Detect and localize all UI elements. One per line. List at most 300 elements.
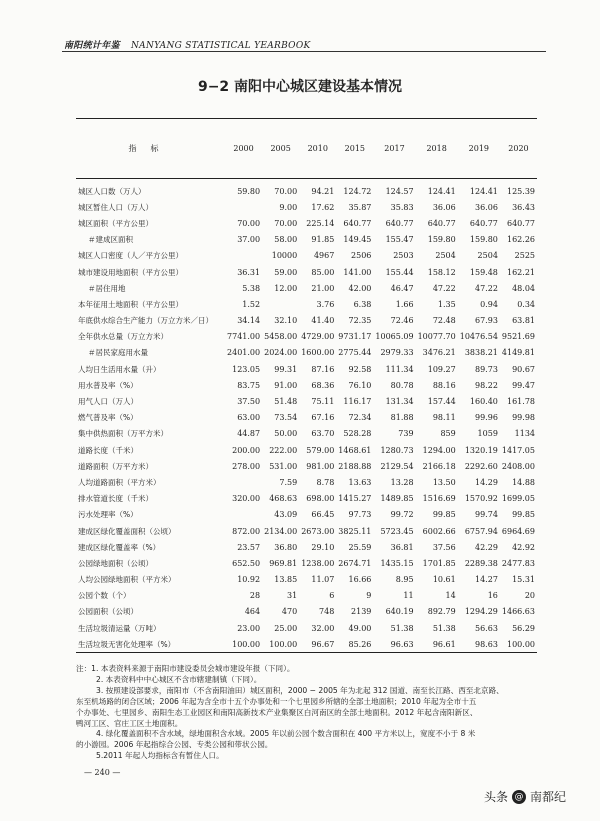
table-cell: 58.00 bbox=[274, 235, 298, 245]
table-cell: 531.00 bbox=[269, 461, 298, 471]
table-cell: 1435.15 bbox=[380, 558, 414, 568]
table-cell: 56.29 bbox=[512, 623, 535, 633]
table-cell: 99.31 bbox=[274, 364, 298, 374]
table-cell: 698.00 bbox=[306, 494, 335, 504]
table-cell: 16.66 bbox=[348, 575, 372, 585]
table-cell: 2477.83 bbox=[501, 558, 535, 568]
table-cell: 225.14 bbox=[306, 218, 335, 228]
row-label: 集中供热面积（万平方米） bbox=[78, 429, 168, 439]
row-label: 年底供水综合生产能力（万立方米／日） bbox=[78, 316, 213, 326]
table-row bbox=[76, 264, 537, 280]
row-label: 用水普及率（%） bbox=[78, 380, 138, 390]
table-cell: 11.07 bbox=[311, 575, 335, 585]
table-cell: 159.80 bbox=[427, 235, 456, 245]
table-row bbox=[76, 296, 537, 312]
table-cell: 1417.05 bbox=[501, 445, 535, 455]
row-label: 全年供水总量（万立方米） bbox=[78, 332, 168, 342]
table-cell: 91.85 bbox=[311, 235, 335, 245]
table-cell: 149.45 bbox=[343, 235, 372, 245]
row-label: 公园绿地面积（公顷） bbox=[78, 558, 153, 568]
table-cell: 9.00 bbox=[279, 202, 298, 212]
table-cell: 159.48 bbox=[469, 267, 498, 277]
page-title: 9−2 南阳中心城区建设基本情况 bbox=[197, 79, 403, 95]
table-cell: 99.85 bbox=[432, 510, 456, 520]
table-row bbox=[76, 329, 537, 345]
table-cell: 32.10 bbox=[274, 316, 298, 326]
table-cell: 131.34 bbox=[385, 397, 414, 407]
table-row bbox=[76, 345, 537, 361]
table-cell: 72.34 bbox=[348, 413, 372, 423]
table-cell: 10476.54 bbox=[459, 332, 498, 342]
table-row bbox=[76, 604, 537, 620]
table-cell: 0.34 bbox=[517, 299, 535, 309]
table-cell: 158.12 bbox=[427, 267, 456, 277]
footnotes bbox=[76, 664, 540, 762]
table-cell: 68.36 bbox=[311, 380, 335, 390]
table-cell: 6.38 bbox=[353, 299, 372, 309]
table-cell: 2674.71 bbox=[338, 558, 372, 568]
table-cell: 16 bbox=[487, 591, 498, 601]
table-cell: 47.22 bbox=[432, 283, 456, 293]
table-cell: 36.06 bbox=[475, 202, 498, 212]
table-cell: 155.47 bbox=[385, 235, 414, 245]
table-cell: 51.38 bbox=[390, 623, 414, 633]
table-cell: 10.92 bbox=[237, 575, 261, 585]
table-row bbox=[76, 232, 537, 248]
table-row bbox=[76, 313, 537, 329]
table-cell: 1699.05 bbox=[501, 494, 535, 504]
table-cell: 72.48 bbox=[432, 316, 456, 326]
table-cell: 2504 bbox=[477, 251, 498, 261]
table-cell: 2292.60 bbox=[464, 461, 498, 471]
table-cell: 100.00 bbox=[500, 636, 537, 653]
row-label: 人均道路面积（平方米） bbox=[78, 477, 161, 487]
table-cell: 85.26 bbox=[336, 636, 373, 653]
table-row bbox=[76, 620, 537, 636]
table-row bbox=[76, 280, 537, 296]
table-cell: 67.16 bbox=[311, 413, 335, 423]
table-cell: 1468.61 bbox=[338, 445, 372, 455]
table-cell: 1600.00 bbox=[301, 348, 335, 358]
year-header: 2018 bbox=[416, 119, 458, 179]
table-cell: 47.22 bbox=[475, 283, 498, 293]
table-cell: 35.87 bbox=[348, 202, 372, 212]
table-cell: 32.00 bbox=[311, 623, 335, 633]
table-cell: 72.35 bbox=[348, 316, 372, 326]
table-cell: 116.17 bbox=[343, 397, 372, 407]
table-cell: 66.45 bbox=[311, 510, 335, 520]
table-cell: 1320.19 bbox=[464, 445, 498, 455]
table-cell: 141.00 bbox=[343, 267, 372, 277]
table-cell: 124.57 bbox=[385, 186, 414, 196]
table-cell: 2504 bbox=[435, 251, 456, 261]
table-cell: 0.94 bbox=[480, 299, 498, 309]
table-cell: 1516.69 bbox=[422, 494, 456, 504]
table-row bbox=[76, 491, 537, 507]
table-cell: 70.00 bbox=[274, 186, 298, 196]
table-cell: 4729.00 bbox=[301, 332, 335, 342]
table-cell: 5723.45 bbox=[380, 526, 414, 536]
table-cell: 1.35 bbox=[437, 299, 456, 309]
table-cell: 23.00 bbox=[237, 623, 261, 633]
year-header: 2010 bbox=[299, 119, 336, 179]
table-cell: 640.77 bbox=[469, 218, 498, 228]
table-cell: 90.67 bbox=[512, 364, 535, 374]
table-cell: 96.67 bbox=[299, 636, 336, 653]
table-cell: 739 bbox=[398, 429, 414, 439]
table-cell: 42.00 bbox=[348, 283, 372, 293]
table-row bbox=[76, 474, 537, 490]
table-cell: 1294.00 bbox=[422, 445, 456, 455]
table-cell: 56.63 bbox=[475, 623, 498, 633]
table-cell: 1489.85 bbox=[380, 494, 414, 504]
row-label: 人均公园绿地面积（平方米） bbox=[78, 575, 176, 585]
row-label: 城市建设用地面积（平方公里） bbox=[78, 267, 183, 277]
table-cell: 6002.66 bbox=[422, 526, 456, 536]
table-cell: 23.57 bbox=[237, 542, 261, 552]
table-cell: 80.78 bbox=[390, 380, 414, 390]
table-cell: 2166.18 bbox=[422, 461, 456, 471]
table-row bbox=[76, 199, 537, 215]
table-cell: 13.63 bbox=[348, 477, 372, 487]
table-cell: 109.27 bbox=[427, 364, 456, 374]
table-cell: 42.92 bbox=[512, 542, 535, 552]
row-label: 污水处理率（%） bbox=[78, 510, 138, 520]
table-cell: 7741.00 bbox=[227, 332, 261, 342]
table-row bbox=[76, 361, 537, 377]
table-cell: 160.40 bbox=[469, 397, 498, 407]
table-cell: 2289.38 bbox=[464, 558, 498, 568]
table-cell: 76.10 bbox=[348, 380, 372, 390]
row-label: 道路面积（万平方米） bbox=[78, 461, 153, 471]
year-header: 2015 bbox=[336, 119, 373, 179]
table-cell: 159.80 bbox=[469, 235, 498, 245]
table-cell: 13.85 bbox=[274, 575, 298, 585]
table-cell: 51.38 bbox=[432, 623, 456, 633]
table-cell: 3825.11 bbox=[338, 526, 372, 536]
table-cell: 72.46 bbox=[390, 316, 414, 326]
footnote-line: 4. 绿化覆盖面积不含水域，绿地面积含水域。2005 年以前公园个数含面积在 400 平方米以上，宽度不小于 8 米 bbox=[96, 729, 476, 739]
table-row bbox=[76, 555, 537, 571]
table-row bbox=[76, 636, 537, 653]
table-cell: 6757.94 bbox=[464, 526, 498, 536]
running-head bbox=[64, 38, 311, 51]
table-row bbox=[76, 507, 537, 523]
table-cell: 640.77 bbox=[427, 218, 456, 228]
table-cell: 59.80 bbox=[237, 186, 261, 196]
row-label: 排水管道长度（千米） bbox=[78, 494, 153, 504]
table-cell: 969.81 bbox=[269, 558, 298, 568]
table-cell: 15.31 bbox=[512, 575, 535, 585]
footnote-line: 2. 本表资料中中心城区不含市辖建制镇（下同）。 bbox=[96, 674, 262, 684]
table-cell: 5458.00 bbox=[264, 332, 298, 342]
header-rule bbox=[62, 51, 546, 52]
year-header: 2017 bbox=[373, 119, 415, 179]
table-cell: 579.00 bbox=[306, 445, 335, 455]
table-cell: 6 bbox=[329, 591, 335, 601]
table-cell: 3.76 bbox=[316, 299, 335, 309]
table-cell: 2775.44 bbox=[338, 348, 372, 358]
table-cell: 222.00 bbox=[269, 445, 298, 455]
table-cell: 21.00 bbox=[311, 283, 335, 293]
table-cell: 37.56 bbox=[432, 542, 456, 552]
table-cell: 37.50 bbox=[237, 397, 261, 407]
table-cell: 13.50 bbox=[432, 477, 456, 487]
row-label: 城区人口数（万人） bbox=[78, 186, 146, 196]
table-cell: 70.00 bbox=[274, 218, 298, 228]
watermark bbox=[484, 788, 566, 805]
table-row bbox=[76, 572, 537, 588]
table-cell: 99.47 bbox=[512, 380, 535, 390]
table-cell: 99.98 bbox=[512, 413, 535, 423]
table-row bbox=[76, 215, 537, 231]
table-body bbox=[76, 179, 537, 653]
table-cell: 8.78 bbox=[316, 477, 335, 487]
table-cell: 640.77 bbox=[343, 218, 372, 228]
table-cell: 36.43 bbox=[512, 202, 535, 212]
table-cell: 37.00 bbox=[237, 235, 261, 245]
table-cell: 123.05 bbox=[232, 364, 261, 374]
footnote-line: 3. 按照建设部要求，南阳市（不含南阳油田）城区面积，2000 − 2005 年为北起 312 国道、南至长江路、西至北京路、 bbox=[96, 685, 504, 695]
table-cell: 10.61 bbox=[432, 575, 456, 585]
indicator-header: 指标 bbox=[76, 119, 225, 179]
table-cell: 640.19 bbox=[385, 607, 414, 617]
year-header: 2019 bbox=[458, 119, 500, 179]
footnote-line: 注：1. 本表资料来源于南阳市建设委员会城市建设年报（下同）。 bbox=[76, 664, 295, 673]
yearbook-title-en: NANYANG STATISTICAL YEARBOOK bbox=[130, 41, 311, 51]
table-cell: 2525 bbox=[514, 251, 535, 261]
table-header-row bbox=[76, 119, 537, 179]
table-cell: 468.63 bbox=[269, 494, 298, 504]
table-cell: 872.00 bbox=[232, 526, 261, 536]
table-cell: 50.00 bbox=[274, 429, 298, 439]
table-cell: 124.72 bbox=[343, 186, 372, 196]
table-cell: 640.77 bbox=[385, 218, 414, 228]
table-cell: 35.83 bbox=[390, 202, 414, 212]
table-cell: 88.16 bbox=[432, 380, 456, 390]
table-cell: 10065.09 bbox=[375, 332, 414, 342]
table-cell: 25.59 bbox=[348, 542, 372, 552]
table-cell: 11 bbox=[403, 591, 414, 601]
table-cell: 97.73 bbox=[348, 510, 372, 520]
table-cell: 36.81 bbox=[390, 542, 414, 552]
year-header: 2005 bbox=[262, 119, 299, 179]
table-cell bbox=[225, 474, 262, 490]
table-cell: 1280.73 bbox=[380, 445, 414, 455]
table-cell: 2673.00 bbox=[301, 526, 335, 536]
table-cell: 2408.00 bbox=[501, 461, 535, 471]
table-cell: 1238.00 bbox=[301, 558, 335, 568]
table-cell: 63.00 bbox=[237, 413, 261, 423]
row-label: 城区面积（平方公里） bbox=[78, 218, 153, 228]
table-cell: 1059 bbox=[477, 429, 498, 439]
table-cell: 1466.63 bbox=[501, 607, 535, 617]
table-cell: 94.21 bbox=[311, 186, 335, 196]
table-cell: 20 bbox=[524, 591, 535, 601]
year-header: 2000 bbox=[225, 119, 262, 179]
table-cell: 9731.17 bbox=[338, 332, 372, 342]
table-cell: 2129.54 bbox=[380, 461, 414, 471]
table-cell: 9521.69 bbox=[501, 332, 535, 342]
table-row bbox=[76, 410, 537, 426]
table-cell: 63.81 bbox=[512, 316, 535, 326]
table-cell: 99.85 bbox=[512, 510, 535, 520]
table-cell bbox=[262, 296, 299, 312]
table-cell: 51.48 bbox=[274, 397, 298, 407]
table-cell: 5.38 bbox=[242, 283, 261, 293]
table-cell: 2134.00 bbox=[264, 526, 298, 536]
table-cell: 25.00 bbox=[274, 623, 298, 633]
statistics-table bbox=[76, 118, 537, 653]
table-cell: 92.58 bbox=[348, 364, 372, 374]
table-cell: 640.77 bbox=[507, 218, 535, 228]
table-row bbox=[76, 393, 537, 409]
row-label: 生活垃圾清运量（万吨） bbox=[78, 623, 161, 633]
table-cell: 124.41 bbox=[469, 186, 498, 196]
table-cell: 200.00 bbox=[232, 445, 261, 455]
table-cell: 17.62 bbox=[311, 202, 335, 212]
table-cell: 81.88 bbox=[390, 413, 414, 423]
table-cell: 89.73 bbox=[475, 364, 498, 374]
table-cell: 528.28 bbox=[343, 429, 372, 439]
table-cell: 70.00 bbox=[237, 218, 261, 228]
table-cell: 464 bbox=[244, 607, 261, 617]
table-cell: 2979.33 bbox=[380, 348, 414, 358]
table-cell: 36.80 bbox=[274, 542, 298, 552]
table-cell: 155.44 bbox=[385, 267, 414, 277]
table-cell: 10000 bbox=[271, 251, 298, 261]
table-cell: 100.00 bbox=[262, 636, 299, 653]
table-cell: 44.87 bbox=[237, 429, 261, 439]
table-cell: 28 bbox=[249, 591, 261, 601]
table-cell: 29.10 bbox=[311, 542, 335, 552]
table-cell: 3476.21 bbox=[422, 348, 456, 358]
table-cell bbox=[225, 507, 262, 523]
table-cell: 48.04 bbox=[512, 283, 535, 293]
table-cell: 67.93 bbox=[475, 316, 498, 326]
table-cell: 859 bbox=[440, 429, 456, 439]
table-cell: 1701.85 bbox=[422, 558, 456, 568]
table-cell: 75.11 bbox=[311, 397, 335, 407]
table-cell: 99.96 bbox=[475, 413, 498, 423]
table-cell: 73.54 bbox=[274, 413, 298, 423]
table-cell bbox=[225, 199, 262, 215]
table-cell: 96.61 bbox=[416, 636, 458, 653]
table-cell: 43.09 bbox=[274, 510, 298, 520]
row-label: 公园面积（公顷） bbox=[78, 607, 138, 617]
table-cell: 13.28 bbox=[390, 477, 414, 487]
table-cell: 10077.70 bbox=[417, 332, 456, 342]
row-label: 本年征用土地面积（平方公里） bbox=[78, 299, 183, 309]
table-cell: 42.29 bbox=[475, 542, 498, 552]
table-cell: 12.00 bbox=[274, 283, 298, 293]
table-cell: 162.26 bbox=[507, 235, 535, 245]
watermark-prefix: 头条 bbox=[484, 790, 509, 804]
table-cell: 470 bbox=[281, 607, 298, 617]
table-row bbox=[76, 523, 537, 539]
yearbook-title-cn: 南阳统计年鉴 bbox=[64, 41, 120, 51]
table-cell: 98.22 bbox=[475, 380, 498, 390]
table-cell: 1.66 bbox=[395, 299, 414, 309]
table-cell: 36.31 bbox=[237, 267, 261, 277]
table-cell: 278.00 bbox=[232, 461, 261, 471]
table-cell: 2188.88 bbox=[338, 461, 372, 471]
table-cell: 41.40 bbox=[311, 316, 335, 326]
table-cell: 4149.81 bbox=[501, 348, 535, 358]
footnote-line: 5.2011 年起人均指标含有暂住人口。 bbox=[96, 751, 224, 761]
table-cell: 2024.00 bbox=[264, 348, 298, 358]
row-label: 建成区绿化覆盖率（%） bbox=[78, 542, 161, 552]
page-number: — 240 — bbox=[84, 768, 121, 777]
table-cell: 124.41 bbox=[427, 186, 456, 196]
table-cell: 111.34 bbox=[385, 364, 414, 374]
table-cell: 320.00 bbox=[232, 494, 261, 504]
table-cell: 1570.92 bbox=[464, 494, 498, 504]
table-cell bbox=[225, 248, 262, 264]
table-cell: 63.70 bbox=[311, 429, 335, 439]
table-cell: 4967 bbox=[313, 251, 335, 261]
table-cell: 6964.69 bbox=[501, 526, 535, 536]
row-label: 城区暂住人口（万人） bbox=[78, 202, 153, 212]
row-label: 道路长度（千米） bbox=[78, 445, 138, 455]
row-label: ＃居住用地 bbox=[88, 283, 126, 293]
row-label: ＃居民家庭用水量 bbox=[88, 348, 148, 358]
table-cell: 9 bbox=[366, 591, 372, 601]
table-cell: 98.63 bbox=[458, 636, 500, 653]
table-cell: 14.88 bbox=[512, 477, 535, 487]
table-row bbox=[76, 539, 537, 555]
table-cell: 36.06 bbox=[432, 202, 456, 212]
table-cell: 46.47 bbox=[390, 283, 414, 293]
table-cell: 157.44 bbox=[427, 397, 456, 407]
table-cell: 2506 bbox=[351, 251, 372, 261]
table-cell: 1415.27 bbox=[338, 494, 372, 504]
table-cell: 85.00 bbox=[311, 267, 335, 277]
table-row bbox=[76, 426, 537, 442]
table-cell: 1134 bbox=[514, 429, 535, 439]
footnote-line: 的小游园。2006 年起指综合公园、专类公园和带状公园。 bbox=[76, 740, 273, 750]
table-row bbox=[76, 588, 537, 604]
table-cell: 99.74 bbox=[475, 510, 498, 520]
table-cell: 14.27 bbox=[475, 575, 498, 585]
table-cell: 3838.21 bbox=[464, 348, 498, 358]
table-cell: 91.00 bbox=[274, 380, 298, 390]
table-cell: 161.78 bbox=[507, 397, 535, 407]
table-cell: 2139 bbox=[351, 607, 372, 617]
table-cell: 981.00 bbox=[306, 461, 335, 471]
row-label: ＃建成区面积 bbox=[88, 235, 133, 245]
table-cell: 748 bbox=[319, 607, 335, 617]
footnote-line: 东至机场路的闭合区域；2006 年起为含全市十五个办事处和一个七里园乡所辖的全部土地面积；2010 年起为全市十五 bbox=[76, 696, 477, 706]
table-row bbox=[76, 377, 537, 393]
table-row bbox=[76, 248, 537, 264]
table-cell: 7.59 bbox=[279, 477, 298, 487]
table-cell: 2401.00 bbox=[227, 348, 261, 358]
table-cell: 125.39 bbox=[507, 186, 535, 196]
row-label: 城区人口密度（人／平方公里） bbox=[78, 251, 183, 261]
table-cell: 31 bbox=[287, 591, 298, 601]
table-cell: 87.16 bbox=[311, 364, 335, 374]
row-label: 燃气普及率（%） bbox=[78, 413, 138, 423]
table-cell: 14 bbox=[445, 591, 456, 601]
row-label: 人均日生活用水量（升） bbox=[78, 364, 161, 374]
table-cell: 49.00 bbox=[348, 623, 372, 633]
table-cell: 652.50 bbox=[232, 558, 261, 568]
table-row bbox=[76, 458, 537, 474]
footnote-line: 个办事处、七里园乡、南阳生态工业园区和南阳高新技术产业集聚区白河南区的全部土地面积。2012 年起含南阳新区、 bbox=[76, 707, 478, 717]
table-row bbox=[76, 179, 537, 200]
at-icon: @ bbox=[512, 790, 526, 804]
